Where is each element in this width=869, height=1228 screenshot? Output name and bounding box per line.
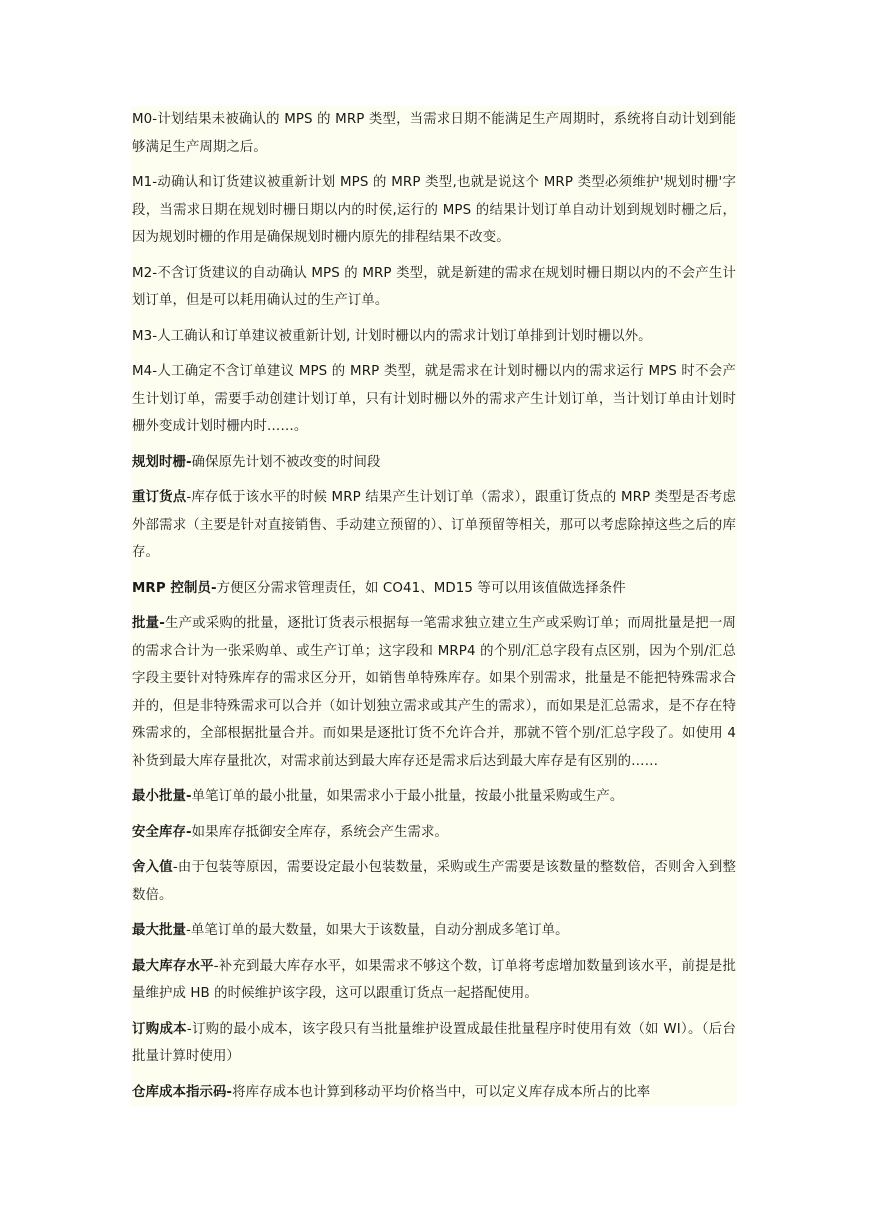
term-label: 最大批量 <box>132 923 186 938</box>
term-label: 最大库存水平 <box>132 958 214 974</box>
paragraph-m2 <box>131 260 737 315</box>
document-body <box>131 106 737 1106</box>
paragraph-text: 确保原先计划不被改变的时间段 <box>191 454 381 470</box>
paragraph-m0 <box>131 106 737 161</box>
term-label: 批量- <box>132 616 165 631</box>
term-label: MRP 控制员- <box>132 580 217 596</box>
paragraph-reorder-point <box>131 484 737 567</box>
paragraph-text: M0-计划结果未被确认的 MPS 的 MRP 类型，当需求日期不能满足生产周期时，系统将自动计划到能够满足生产周期之后。 <box>132 112 736 155</box>
term-label: 规划时栅- <box>132 454 192 470</box>
paragraph-text: -补充到最大库存水平，如果需求不够这个数，订单将考虑增加数量到该水平，前提是批量维护成 HB 的时候维护该字段，这可以跟重订货点一起搭配使用。 <box>132 958 736 1001</box>
paragraph-planning-time-fence <box>131 449 737 477</box>
paragraph-text: M1-动确认和订货建议被重新计划 MPS 的 MRP 类型,也就是说这个 MRP 类型必须维护'规划时栅'字段，当需求日期在规划时栅日期以内的时侯,运行的 MPS 的结果计划订单自动计划到规划时栅之后，因为规划时栅的作用是确保规划时栅内原先的排程结果不改变。 <box>132 175 736 245</box>
paragraph-text: 生产或采购的批量，逐批订货表示根据每一笔需求独立建立生产或采购订单；而周批量是把一周的需求合计为一张采购单、或生产订单；这字段和 MRP4 的个别/汇总字段有点区别，因为个别/汇总字段主要针对特殊库存的需求区分开，如销售单特殊库存。如果个别需求，批量是不能把特殊需求合并的，但是非特殊需求可以合并（如计划独立需求或其产生的需求），而如果是汇总需求，是不存在特殊需求的，全部根据批量合并。而如果是逐批订货不允许合并，那就不管个别/汇总字段了。如使用 4 补货到最大库存量批次，对需求前达到最大库存还是需求后达到最大库存是有区别的…… <box>132 616 736 769</box>
paragraph-rounding-value <box>131 854 737 909</box>
term-label: 安全库存- <box>132 824 192 840</box>
term-label: 最小批量- <box>132 789 192 804</box>
paragraph-text: M4-人工确定不含订单建议 MPS 的 MRP 类型，就是需求在计划时栅以内的需求运行 MPS 时不会产生计划订单，需要手动创建计划订单，只有计划时栅以外的需求产生计划订单，当计划订单由计划时栅外变成计划时栅内时……。 <box>132 364 736 434</box>
paragraph-lot-size <box>131 610 737 775</box>
paragraph-text: 将库存成本也计算到移动平均价格当中，可以定义库存成本所占的比率 <box>232 1084 651 1100</box>
term-label: 舍入值 <box>132 860 173 875</box>
term-label: 仓库成本指示码- <box>132 1084 233 1100</box>
paragraph-text: M2-不含订货建议的自动确认 MPS 的 MRP 类型，就是新建的需求在规划时栅日期以内的不会产生计划订单，但是可以耗用确认过的生产订单。 <box>132 265 736 308</box>
term-label: 重订货点 <box>132 490 187 505</box>
paragraph-text: 方便区分需求管理责任，如 CO41、MD15 等可以用该值做选择条件 <box>216 580 626 596</box>
paragraph-text: M3-人工确认和订单建议被重新计划, 计划时栅以内的需求计划订单排到计划时栅以外。 <box>132 328 652 344</box>
paragraph-m4 <box>131 358 737 441</box>
paragraph-storage-cost-indicator <box>131 1079 737 1107</box>
paragraph-text: -库存低于该水平的时候 MRP 结果产生计划订单（需求），跟重订货点的 MRP 类型是否考虑外部需求（主要是针对直接销售、手动建立预留的）、订单预留等相关，那可以考虑除掉这些之后的库存。 <box>132 490 736 560</box>
paragraph-text: 单笔订单的最小批量，如果需求小于最小批量，按最小批量采购或生产。 <box>191 789 624 804</box>
paragraph-m3 <box>131 323 737 351</box>
paragraph-text: 如果库存抵御安全库存，系统会产生需求。 <box>191 824 448 840</box>
paragraph-mrp-controller <box>131 575 737 603</box>
paragraph-m1 <box>131 169 737 252</box>
paragraph-text: -单笔订单的最大数量，如果大于该数量，自动分割成多笔订单。 <box>185 923 569 938</box>
paragraph-ordering-cost <box>131 1016 737 1071</box>
paragraph-safety-stock <box>131 819 737 847</box>
paragraph-max-stock-level <box>131 953 737 1008</box>
paragraph-min-lot-size <box>131 783 737 811</box>
paragraph-max-lot-size <box>131 917 737 945</box>
paragraph-text: -订购的最小成本，该字段只有当批量维护设置成最佳批量程序时使用有效（如 WI）。（后台批量计算时使用） <box>132 1021 736 1064</box>
paragraph-text: -由于包装等原因，需要设定最小包装数量，采购或生产需要是该数量的整数倍，否则舍入到整数倍。 <box>132 860 736 903</box>
term-label: 订购成本 <box>132 1021 187 1037</box>
